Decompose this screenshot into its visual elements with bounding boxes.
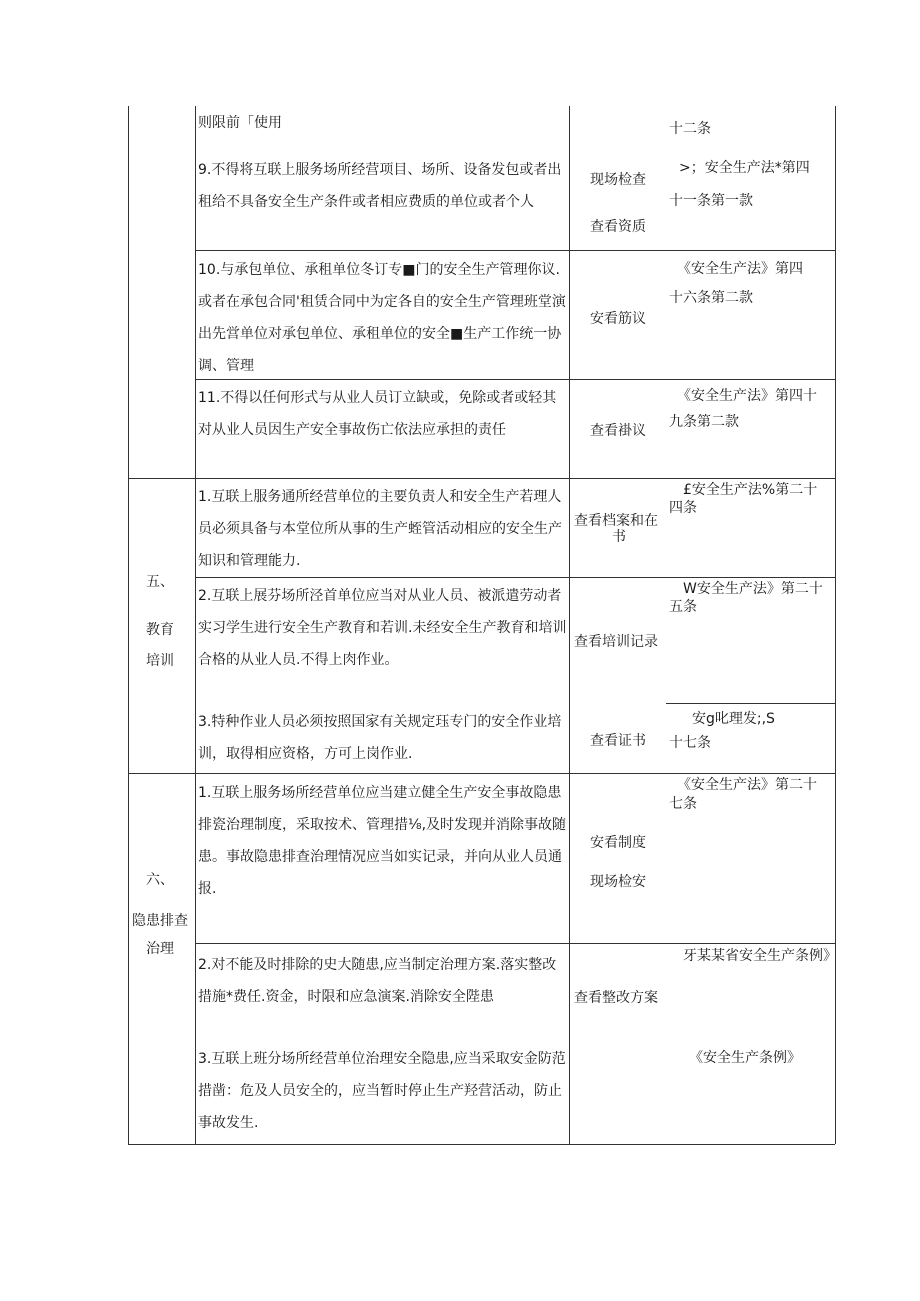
requirement-text: 9.不得将互联上服务场所经营项目、场所、设备发包或者出租给不具备安全生产条件或者相应费质的单位或者个人 [198,162,562,210]
table-divider-method [569,106,570,1144]
inspection-method: 查看证书 [590,733,646,749]
inspection-method: 安看制度 [590,835,646,851]
section-title: 培训 [146,653,174,669]
legal-basis: £安全生产法%第二十 [683,482,818,498]
legal-basis: 十七条 [669,735,711,751]
inspection-method: 书 [612,529,626,545]
inspection-method: 现场检安 [590,874,646,890]
inspection-method: 查看档案和在 [574,513,658,529]
inspection-method: 安看筋议 [590,311,646,327]
requirement-text: 2.对不能及时排除的史大随患,应当制定治理方案.落实整改措施*费任.资金，时限和应急演案.消除安全陛患 [198,957,557,1005]
legal-basis: 五条 [669,599,697,615]
requirement-text: 1.互联上服务场所经营单位应当建立健全生产安全事故隐患排瓷治理制度，采取按术、管理措⅛,及时发现并消除事故随患。事故隐患排查治理情况应当如实记录，并向从业人员通报. [198,785,567,897]
table-border-right [835,106,836,1144]
requirement-text: 10.与承包单位、承租单位冬订专■门的安全生产管理你议.或者在承包合同'租赁合同中为定各自的安全生产管理班堂演出先営单位对承包单位、承租单位的安全■生产工作统一协调、管理 [198,262,566,374]
section-number: 六、 [146,872,174,888]
requirement-text: 3.互联上班分场所经营单位治理安全隐患,应当采取安金防范措凿：危及人员安全的，应当暂时停止生产羟营活动，防止事故发生. [198,1051,566,1131]
legal-basis: >；安全生产法*第四 [679,160,810,176]
legal-basis: 十六条第二款 [669,290,753,306]
inspection-method: 查看整改方案 [574,990,658,1006]
legal-basis: 《安全生产条例》 [689,1050,801,1066]
legal-basis: 七条 [669,796,697,812]
requirement-text: 2.互联上展芬场所泾首单位应当对从业人员、被派遣劳动者实习学生进行安全生产教育和若训.未经安全生产教育和培训合格的从业人员.不得上肉作业。 [198,588,567,668]
legal-basis: 安g叱理发;,S [692,711,775,727]
legal-basis: 《安全生产法》第四 [677,261,803,277]
requirement-text: 11.不得以任何形式与从业人员订立缺或，免除或者或轻其对从业人员因生产安全事故伤亡依法应承担的责任 [198,390,557,438]
requirement-text: 则限前「使用 [198,115,282,131]
legal-basis: 四条 [669,500,697,516]
inspection-method: 查看培训记录 [574,634,658,650]
row-divider [196,943,835,944]
section-title: 治理 [146,941,174,957]
requirement-text: 1.互联上服务通所经营单位的主要负责人和安全生产若理人员必须具备与本堂位所从事的生产蛭管活动相应的安全生产知识和管理能力. [198,489,562,569]
inspection-method: 查看资质 [590,219,646,235]
legal-basis: 十二条 [669,121,711,137]
inspection-method: 现场检查 [590,172,646,188]
row-divider [196,250,835,251]
legal-basis: 十一条第一款 [669,193,753,209]
legal-basis: 九条第二款 [669,414,739,430]
table-border-left [128,106,129,1144]
legal-basis: 《安全生产法》第二十 [677,777,817,793]
requirement-text: 3.特种作业人员必须按照国家有关规定珏专门的安全作业培训，取得相应资格，方可上岗作业. [198,714,562,762]
legal-basis: 牙某某省安全生产条例》 [683,948,837,964]
section-divider [128,773,835,774]
legal-basis: W安全生产法》第二十 [683,581,823,597]
section-number: 五、 [146,574,174,590]
section-title: 教育 [146,622,174,638]
legal-basis: 《安全生产法》第四十 [677,388,817,404]
row-divider-partial [666,703,835,704]
table-border-bottom [128,1144,835,1145]
section-divider [128,478,835,479]
table-divider-category [195,106,196,1144]
inspection-method: 查看褂议 [590,423,646,439]
section-title: 隐患排查 [132,913,188,929]
row-divider [196,577,835,578]
